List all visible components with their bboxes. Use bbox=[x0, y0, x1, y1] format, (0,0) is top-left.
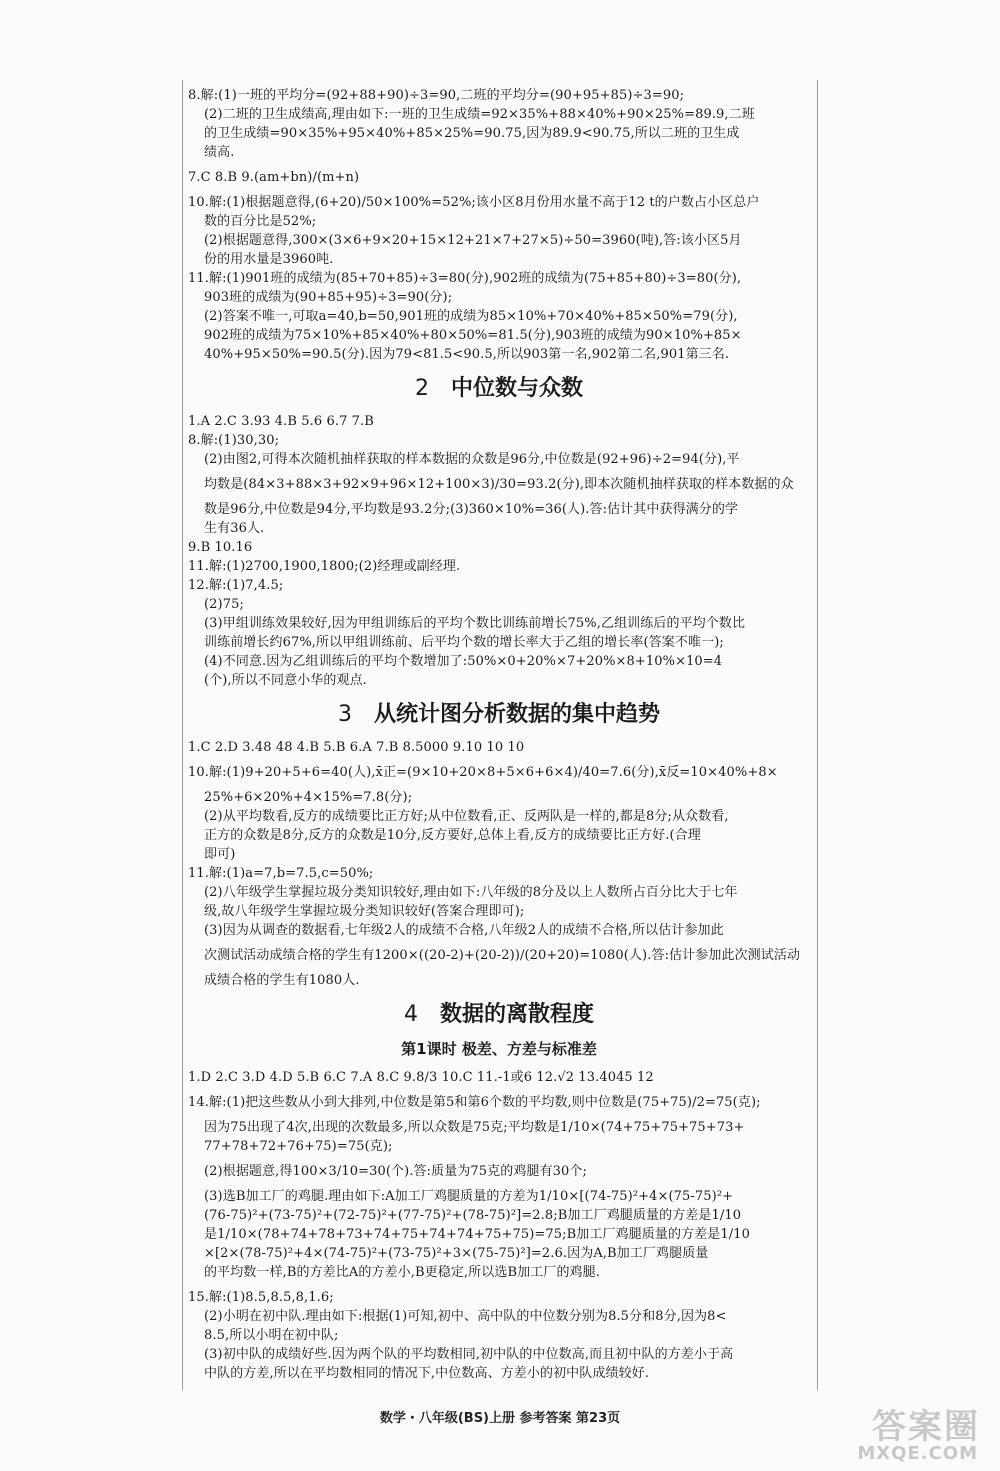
section-heading bbox=[188, 1000, 810, 1030]
answer-line: (2)小明在初中队.理由如下:根据(1)可知,初中、高中队的中位数分别为8.5分和8分,因为8< bbox=[204, 1309, 727, 1324]
answer-line: 9.B 10.16 bbox=[188, 540, 253, 555]
answer-line: (2)75; bbox=[204, 597, 244, 612]
answer-line: 15.解:(1)8.5,8.5,8,1.6; bbox=[188, 1290, 334, 1305]
answer-line: 11.解:(1)2700,1900,1800;(2)经理或副经理. bbox=[188, 559, 461, 574]
answer-line: 8.解:(1)30,30; bbox=[188, 433, 280, 448]
section-number: 2 bbox=[414, 376, 429, 401]
answer-line: 训练前增长约67%,所以甲组训练前、后平均个数的增长率大于乙组的增长率(答案不唯一); bbox=[204, 635, 724, 650]
answer-line: 12.解:(1)7,4.5; bbox=[188, 578, 284, 593]
answer-line: (3)选B加工厂的鸡腿.理由如下:A加工厂鸡腿质量的方差为1/10×[(74-75)²+4×(75-75)²+ bbox=[204, 1189, 734, 1204]
answer-line: 77+78+72+76+75)=75(克); bbox=[204, 1139, 393, 1154]
answer-line: (2)由图2,可得本次随机抽样获取的样本数据的众数是96分,中位数是(92+96)÷2=94(分),平 bbox=[204, 452, 740, 467]
answer-line: 8.5,所以小明在初中队; bbox=[204, 1328, 339, 1343]
answer-line: 40%+95×50%=90.5(分).因为79<81.5<90.5,所以903第一名,902第二名,901第三名. bbox=[204, 347, 730, 362]
answer-line: 绩高. bbox=[204, 145, 235, 160]
lesson-subheading: 第1课时 极差、方差与标准差 bbox=[401, 1040, 597, 1058]
answer-line: ×[2×(78-75)²+4×(74-75)²+(73-75)²+3×(75-75)²]=2.6.因为A,B加工厂鸡腿质量 bbox=[204, 1246, 709, 1261]
section-number: 4 bbox=[403, 1002, 418, 1027]
answer-line: (3)甲组训练效果较好,因为甲组训练后的平均个数比训练前增长75%,乙组训练后的平均个数比 bbox=[204, 616, 746, 631]
answer-line: (2)答案不唯一,可取a=40,b=50,901班的成绩为85×10%+70×40%+85×50%=79(分), bbox=[204, 309, 738, 324]
answer-line: (2)二班的卫生成绩高,理由如下:一班的卫生成绩=92×35%+88×40%+90×25%=89.9,二班 bbox=[204, 107, 755, 122]
answer-line: 的卫生成绩=90×35%+95×40%+85×25%=90.75,因为89.9<90.75,所以二班的卫生成 bbox=[204, 126, 740, 141]
section-title: 从统计图分析数据的集中趋势 bbox=[373, 702, 660, 727]
answer-line: 11.解:(1)a=7,b=7.5,c=50%; bbox=[188, 866, 374, 881]
answer-line: 11.解:(1)901班的成绩为(85+70+85)÷3=80(分),902班的成绩为(75+85+80)÷3=80(分), bbox=[188, 271, 742, 286]
answer-line: 902班的成绩为75×10%+85×40%+80×50%=81.5(分),903班的成绩为90×10%+85× bbox=[204, 328, 742, 343]
left-margin-rule bbox=[182, 80, 183, 1390]
section-heading bbox=[188, 700, 810, 730]
answer-line: 1.D 2.C 3.D 4.D 5.B 6.C 7.A 8.C 9.8/3 10.C 11.-1或6 12.√2 13.4045 12 bbox=[188, 1070, 654, 1085]
answer-line: 级,故八年级学生掌握垃圾分类知识较好(答案合理即可); bbox=[204, 904, 525, 919]
answer-line: (2)根据题意得,300×(3×6+9×20+15×12+21×7+27×5)÷50=3960(吨),答:该小区5月 bbox=[204, 233, 742, 248]
answer-line: (4)不同意.因为乙组训练后的平均个数增加了:50%×0+20%×7+20%×8+10%×10=4 bbox=[204, 654, 723, 669]
answer-line: (个),所以不同意小华的观点. bbox=[204, 673, 367, 688]
answer-line: 是1/10×(78+74+78+73+74+75+74+74+75+75)=75;B加工厂鸡腿质量的方差是1/10 bbox=[204, 1227, 750, 1242]
answer-line: 数是96分,中位数是94分,平均数是93.2分;(3)360×10%=36(人).答:估计其中获得满分的学 bbox=[204, 502, 739, 517]
answer-line: 即可) bbox=[204, 847, 236, 862]
answer-line: 中队的方差,所以在平均数相同的情况下,中位数高、方差小的初中队成绩较好. bbox=[204, 1366, 649, 1381]
watermark-logo bbox=[800, 1395, 990, 1465]
watermark-text: 答案圈 bbox=[872, 1407, 980, 1447]
answer-line: 因为75出现了4次,出现的次数最多,所以众数是75克;平均数是1/10×(74+75+75+75+73+ bbox=[204, 1120, 745, 1135]
section-title: 中位数与众数 bbox=[450, 376, 583, 401]
answer-line: 10.解:(1)根据题意得,(6+20)/50×100%=52%;该小区8月份用水量不高于12 t的户数占小区总户 bbox=[188, 195, 760, 210]
answer-line: 数的百分比是52%; bbox=[204, 214, 317, 229]
answer-line: 7.C 8.B 9.(am+bn)/(m+n) bbox=[188, 170, 360, 185]
answer-line: (2)从平均数看,反方的成绩要比正方好;从中位数看,正、反两队是一样的,都是8分;从众数看, bbox=[204, 809, 729, 824]
answer-line: 次测试活动成绩合格的学生有1200×((20-2)+(20-2))/(20+20)=1080(人).答:估计参加此次测试活动 bbox=[204, 948, 801, 963]
answer-line: (2)根据题意,得100×3/10=30(个).答:质量为75克的鸡腿有30个; bbox=[204, 1164, 587, 1179]
answer-line: 成绩合格的学生有1080人. bbox=[204, 973, 360, 988]
answer-line: 25%+6×20%+4×15%=7.8(分); bbox=[204, 790, 413, 805]
answer-line: 8.解:(1)一班的平均分=(92+88+90)÷3=90,二班的平均分=(90+95+85)÷3=90; bbox=[188, 88, 685, 103]
section-heading bbox=[188, 374, 810, 404]
right-margin-rule bbox=[817, 80, 818, 1390]
answer-line: 的平均数一样,B的方差比A的方差小,B更稳定,所以选B加工厂的鸡腿. bbox=[204, 1265, 600, 1280]
answer-line: 10.解:(1)9+20+5+6=40(人),x̄正=(9×10+20×8+5×6+6×4)/40=7.6(分),x̄反=10×40%+8× bbox=[188, 765, 778, 780]
page-footer: 数学・八年级(BS)上册 参考答案 第23页 bbox=[379, 1411, 621, 1426]
answer-line: 生有36人. bbox=[204, 521, 265, 536]
answer-line: 份的用水量是3960吨. bbox=[204, 252, 334, 267]
answer-line: 均数是(84×3+88×3+92×9+96×12+100×3)/30=93.2(分),即本次随机抽样获取的样本数据的众 bbox=[204, 477, 794, 492]
answer-line: 14.解:(1)把这些数从小到大排列,中位数是第5和第6个数的平均数,则中位数是(75+75)/2=75(克); bbox=[188, 1095, 761, 1110]
answer-line: 903班的成绩为(90+85+95)÷3=90(分); bbox=[204, 290, 453, 305]
section-number: 3 bbox=[337, 702, 352, 727]
section-title: 数据的离散程度 bbox=[439, 1002, 594, 1027]
answer-line: (76-75)²+(73-75)²+(72-75)²+(77-75)²+(78-75)²]=2.8;B加工厂鸡腿质量的方差是1/10 bbox=[204, 1208, 742, 1223]
watermark-url: MXQE.COM bbox=[857, 1443, 978, 1464]
answer-content bbox=[188, 86, 810, 1383]
answer-line: 1.C 2.D 3.48 48 4.B 5.B 6.A 7.B 8.5000 9.10 10 10 bbox=[188, 740, 525, 755]
answer-line: 1.A 2.C 3.93 4.B 5.6 6.7 7.B bbox=[188, 414, 374, 429]
answer-line: 正方的众数是8分,反方的众数是10分,反方要好,总体上看,反方的成绩要比正方好.(合理 bbox=[204, 828, 701, 843]
answer-line: (3)初中队的成绩好些.因为两个队的平均数相同,初中队的中位数高,而且初中队的方差小于高 bbox=[204, 1347, 734, 1362]
answer-line: (2)八年级学生掌握垃圾分类知识较好,理由如下:八年级的8分及以上人数所占百分比大于七年 bbox=[204, 885, 738, 900]
answer-line: (3)因为从调查的数据看,七年级2人的成绩不合格,八年级2人的成绩不合格,所以估计参加此 bbox=[204, 923, 724, 938]
